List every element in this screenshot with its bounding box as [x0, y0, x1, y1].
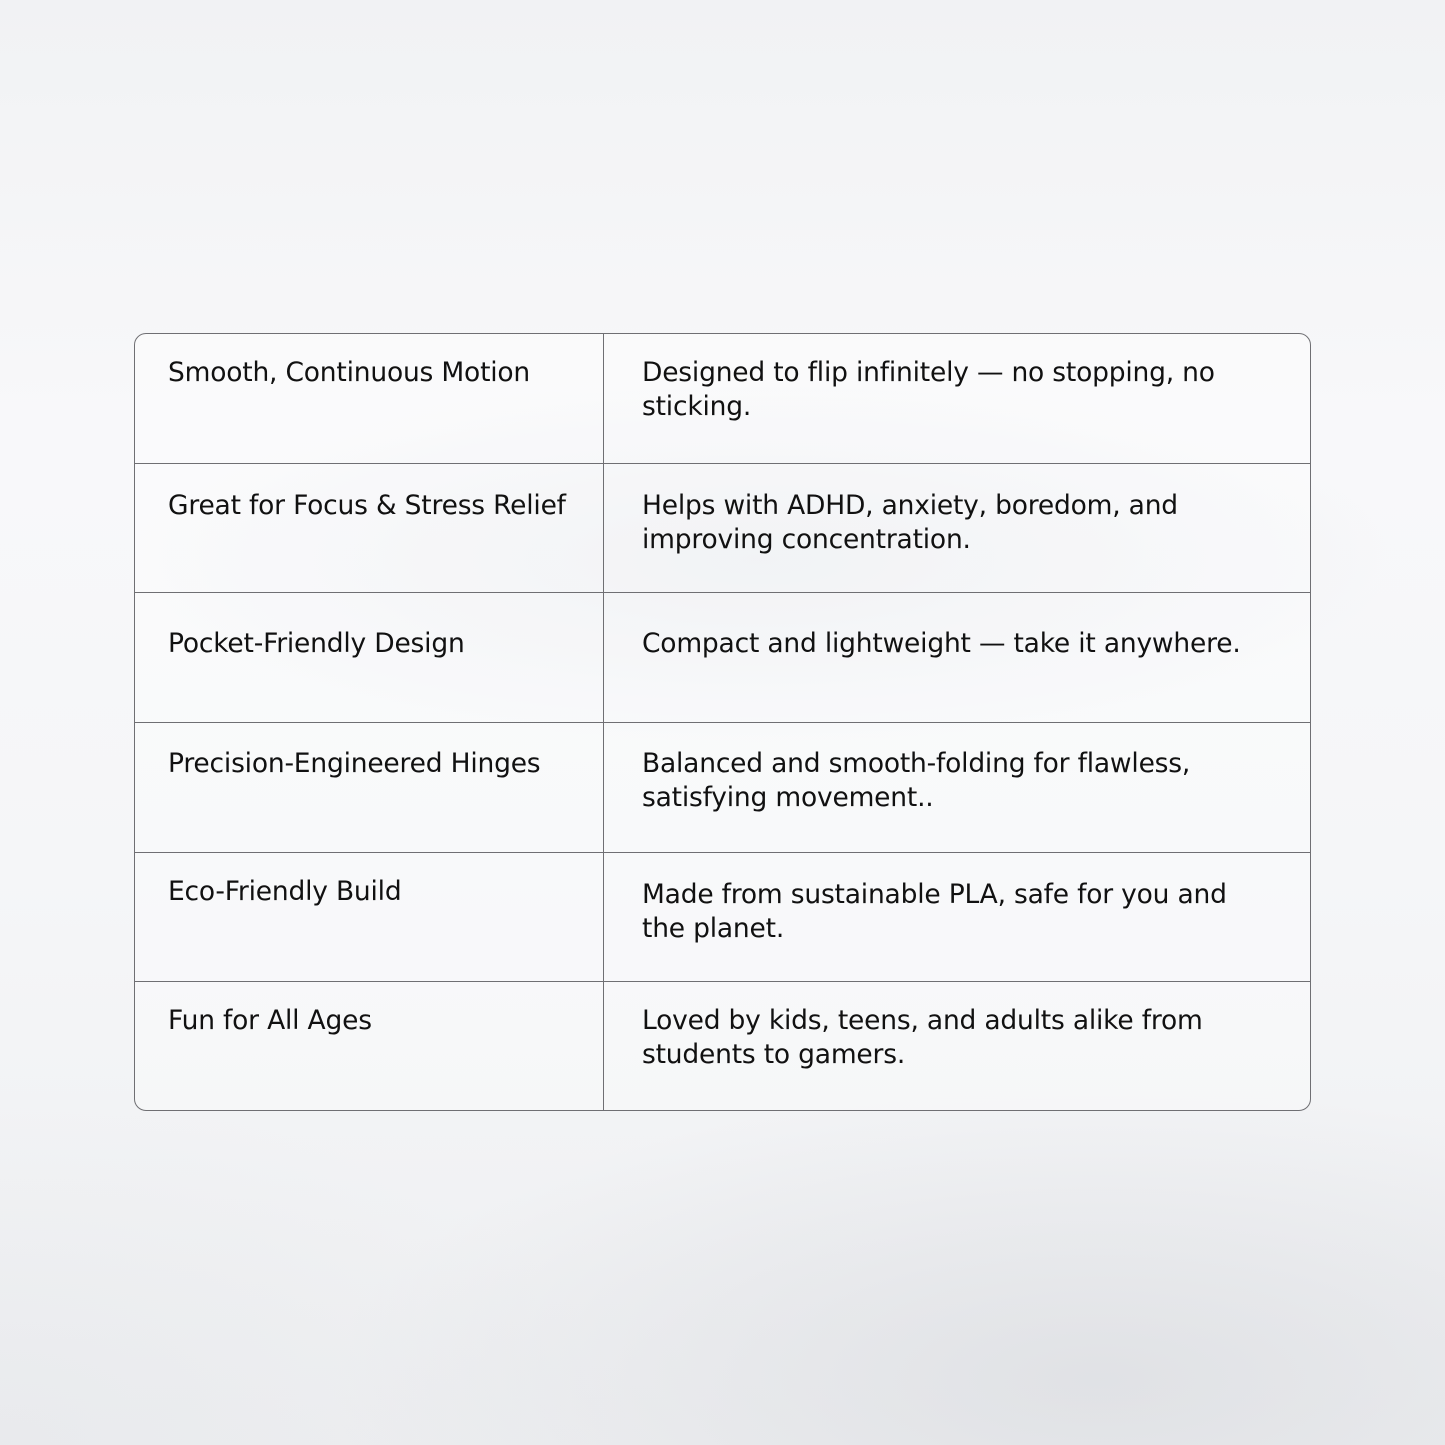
feature-description: Designed to flip infinitely — no stopping, no sticking. — [642, 357, 1215, 422]
table-row — [135, 334, 1310, 464]
table-row — [135, 982, 1310, 1111]
feature-description: Made from sustainable PLA, safe for you and the planet. — [642, 878, 1227, 944]
feature-title: Smooth, Continuous Motion — [135, 334, 604, 463]
feature-description: Balanced and smooth-folding for flawless, satisfying movement.. — [642, 747, 1191, 813]
feature-title: Precision-Engineered Hinges — [135, 723, 604, 852]
feature-table — [134, 333, 1311, 1111]
table-row — [135, 593, 1310, 723]
feature-title: Fun for All Ages — [135, 982, 604, 1111]
feature-title: Pocket-Friendly Design — [135, 593, 604, 722]
feature-title: Eco-Friendly Build — [135, 853, 604, 982]
feature-title: Great for Focus & Stress Relief — [135, 464, 604, 593]
table-row — [135, 464, 1310, 594]
feature-description: Compact and lightweight — take it anywhere. — [642, 628, 1241, 660]
table-row — [135, 853, 1310, 983]
feature-description: Helps with ADHD, anxiety, boredom, and improving concentration. — [642, 489, 1178, 555]
table-row — [135, 723, 1310, 853]
feature-description: Loved by kids, teens, and adults alike from students to gamers. — [642, 1005, 1203, 1071]
